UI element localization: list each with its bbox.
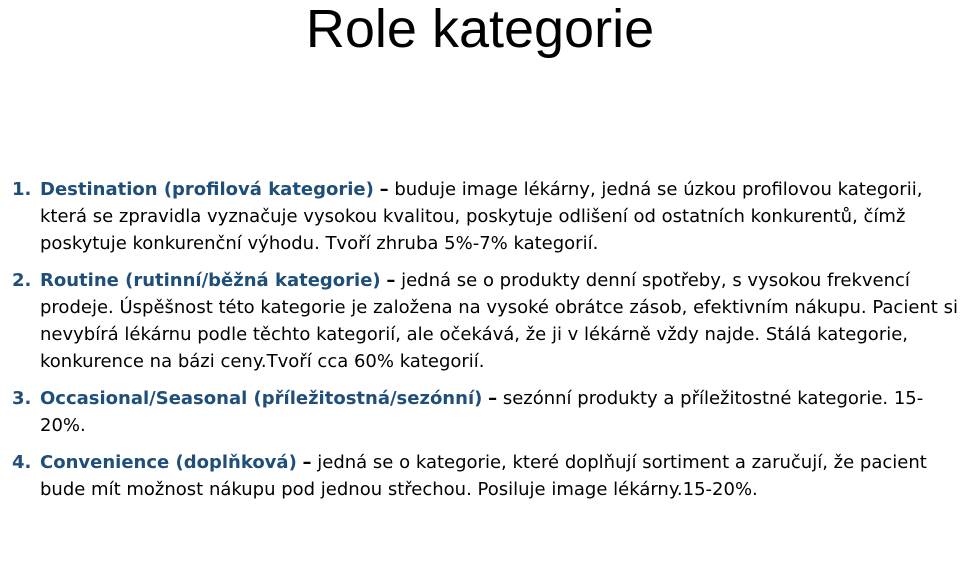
list-item-heading: Convenience (doplňková) — [40, 452, 297, 473]
list-item-dash: – — [302, 452, 312, 473]
list-item-text: jedná se o produkty denní spotřeby, s vysokou frekvencí prodeje. Úspěšnost této kategorie je založena na vysoké obrátce zásob, efektivním nákupu. Pacient si nevybírá lékárnu podle těchto kategorií, ale očekává, že ji v lékárně vždy najde. Stálá kategorie, konkurence na bázi ceny.Tvoří cca 60% kategorií. — [40, 270, 958, 372]
list-item-text: sezónní produkty a příležitostné kategorie. 15-20%. — [40, 388, 924, 436]
list-item — [0, 449, 960, 503]
list-item-text: jedná se o kategorie, které doplňují sortiment a zaručují, že pacient bude mít možnost nákupu pod jednou střechou. Posiluje image lékárny.15-20%. — [40, 452, 927, 500]
list-item-dash: – — [379, 179, 389, 200]
list-item-number: 4. — [12, 452, 32, 473]
list-item — [0, 267, 960, 375]
list-item-heading: Routine (rutinní/běžná kategorie) — [40, 270, 381, 291]
list-item — [0, 385, 960, 439]
category-role-list — [0, 176, 960, 513]
page-title: Role kategorie — [305, 0, 655, 59]
list-item-number: 1. — [12, 179, 32, 200]
list-item-text: buduje image lékárny, jedná se úzkou profilovou kategorii, která se zpravidla vyznačuje vysokou kvalitou, poskytuje odlišení od ostatních konkurentů, čímž poskytuje konkurenční výhodu. Tvoří zhruba 5%-7% kategorií. — [40, 179, 923, 254]
list-item-heading: Destination (profilová kategorie) — [40, 179, 374, 200]
list-item-number: 2. — [12, 270, 32, 291]
list-item-heading: Occasional/Seasonal (příležitostná/sezónní) — [40, 388, 483, 409]
list-item — [0, 176, 960, 257]
list-item-number: 3. — [12, 388, 32, 409]
list-item-dash: – — [386, 270, 396, 291]
list-item-dash: – — [488, 388, 498, 409]
